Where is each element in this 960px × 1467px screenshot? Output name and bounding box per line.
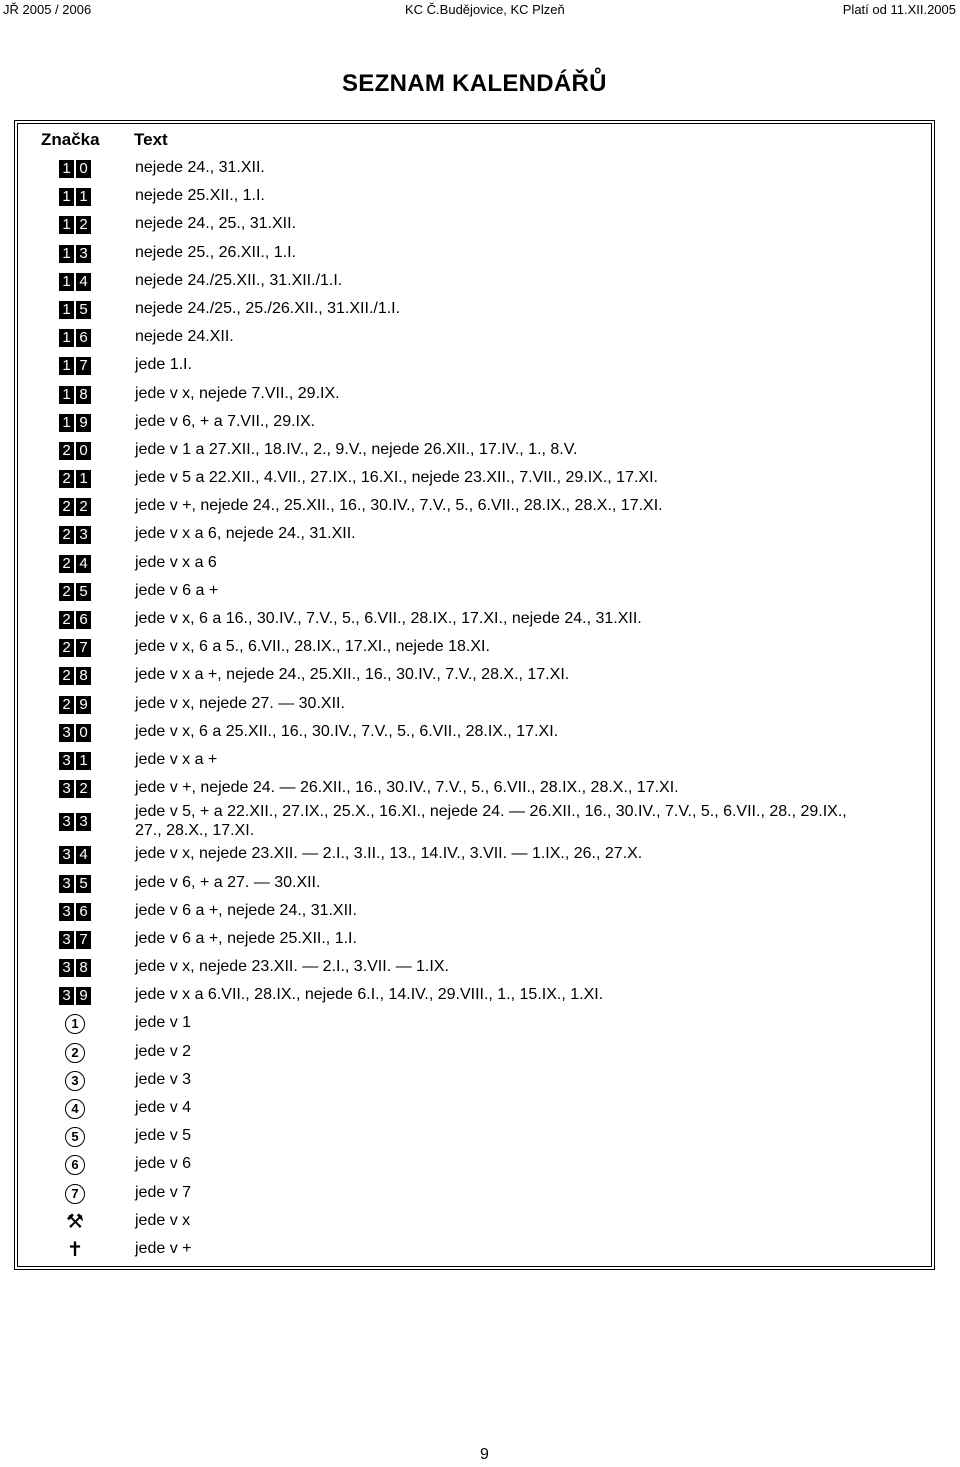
calendar-mark (57, 469, 93, 489)
cross-icon: ✝ (66, 1238, 84, 1261)
calendar-mark (57, 385, 93, 405)
calendar-mark (57, 666, 93, 686)
mark-badge-icon: 3 6 (59, 903, 91, 921)
table-row (20, 1180, 925, 1208)
table-row (20, 926, 925, 954)
calendar-mark (57, 272, 93, 292)
calendar-mark (57, 874, 93, 894)
table-row (20, 183, 925, 211)
mark-badge-icon: 3 9 (59, 987, 91, 1005)
row-text: jede v 5 a 22.XII., 4.VII., 27.IX., 16.XI., nejede 23.XII., 7.VII., 29.IX., 17.XI. (135, 469, 658, 487)
table-row (20, 634, 925, 662)
calendar-mark (57, 1155, 93, 1175)
row-text: jede 1.I. (135, 356, 192, 374)
row-text: jede v x a +, nejede 24., 25.XII., 16., 30.IV., 7.V., 28.X., 17.XI. (135, 666, 570, 684)
mark-badge-icon: 1 3 (59, 245, 91, 263)
mark-badge-icon: 1 6 (59, 329, 91, 347)
mark-badge-icon: 3 7 (59, 931, 91, 949)
row-text: jede v 4 (135, 1099, 192, 1116)
calendar-mark (57, 1184, 93, 1204)
calendar-mark (57, 356, 93, 376)
table-row (20, 211, 925, 239)
row-text: nejede 24., 31.XII. (135, 159, 265, 176)
mark-badge-icon: 3 5 (59, 875, 91, 893)
column-header-text: Text (134, 130, 168, 149)
calendar-mark (57, 244, 93, 264)
calendar-mark (57, 300, 93, 320)
table-row (20, 1067, 925, 1095)
calendar-mark (57, 610, 93, 630)
calendar-mark (57, 779, 93, 799)
row-text: jede v 6, + a 7.VII., 29.IX. (135, 412, 316, 430)
calendar-table-body (20, 155, 925, 1264)
row-text: jede v 5, + a 22.XII., 27.IX., 25.X., 16.XI., nejede 24. — 26.XII., 16., 30.IV., 7.V., 5., 6.VII., 28., 29.IX., 27., 28.X., 17.XI. (135, 803, 847, 840)
calendar-mark (57, 413, 93, 433)
hammers-icon: ⚒ (66, 1210, 84, 1233)
table-row (20, 719, 925, 747)
calendar-mark (57, 902, 93, 922)
table-row (20, 155, 925, 183)
table-row (20, 662, 925, 690)
table-row (20, 1039, 925, 1067)
table-row (20, 521, 925, 549)
row-text: jede v x a 6, nejede 24., 31.XII. (135, 525, 356, 543)
calendar-mark (57, 930, 93, 950)
table-row (20, 870, 925, 898)
mark-badge-icon: 2 9 (59, 696, 91, 714)
circled-number-icon: 7 (65, 1184, 85, 1204)
row-text: jede v x (135, 1211, 191, 1229)
circled-number-icon: 4 (65, 1099, 85, 1119)
mark-badge-icon: 3 2 (59, 780, 91, 798)
mark-badge-icon: 1 0 (59, 160, 91, 178)
calendar-mark (57, 497, 93, 517)
circled-number-icon: 6 (65, 1155, 85, 1175)
mark-badge-icon: 1 9 (59, 414, 91, 432)
row-text: jede v 6 a +, nejede 25.XII., 1.I. (135, 929, 357, 947)
mark-badge-icon: 2 3 (59, 526, 91, 544)
row-text: jede v 5 (135, 1127, 192, 1145)
mark-badge-icon: 1 8 (59, 386, 91, 404)
row-text: jede v 6, + a 27. — 30.XII. (135, 873, 321, 891)
table-row (20, 324, 925, 352)
mark-badge-icon: 2 6 (59, 611, 91, 629)
calendar-mark (57, 215, 93, 235)
table-row (20, 1123, 925, 1151)
page-header (0, 0, 960, 20)
calendar-mark (57, 187, 93, 207)
table-row (20, 954, 925, 982)
calendar-mark (57, 845, 93, 865)
row-text: jede v x a + (135, 750, 218, 768)
row-text: jede v 1 a 27.XII., 18.IV., 2., 9.V., nejede 26.XII., 17.IV., 1., 8.V. (135, 440, 578, 458)
mark-badge-icon: 3 3 (59, 813, 91, 831)
table-row (20, 747, 925, 775)
mark-badge-icon: 2 0 (59, 442, 91, 460)
calendar-mark (57, 958, 93, 978)
calendar-mark (57, 695, 93, 715)
page-title: SEZNAM KALENDÁŘŮ (342, 70, 607, 97)
calendar-mark (57, 525, 93, 545)
row-text: jede v 6 (135, 1155, 192, 1173)
calendar-mark (57, 1071, 93, 1091)
mark-badge-icon: 2 1 (59, 470, 91, 488)
row-text: jede v x, 6 a 5., 6.VII., 28.IX., 17.XI., nejede 18.XI. (135, 638, 490, 656)
table-row (20, 296, 925, 324)
calendar-mark (57, 1043, 93, 1063)
table-row (20, 465, 925, 493)
row-text: jede v x, nejede 7.VII., 29.IX. (135, 384, 340, 402)
table-row (20, 898, 925, 926)
table-row (20, 982, 925, 1010)
table-row (20, 1208, 925, 1236)
calendar-mark (57, 751, 93, 771)
mark-badge-icon: 1 1 (59, 188, 91, 206)
row-text: nejede 25., 26.XII., 1.I. (135, 243, 296, 261)
row-text: jede v x, nejede 27. — 30.XII. (135, 694, 345, 712)
mark-badge-icon: 2 7 (59, 639, 91, 657)
row-text: jede v x, nejede 23.XII. — 2.I., 3.II., 13., 14.IV., 3.VII. — 1.IX., 26., 27.X. (135, 845, 643, 863)
calendar-mark (57, 159, 93, 179)
header-center: KC Č.Budějovice, KC Plzeň (405, 2, 565, 17)
table-row (20, 1151, 925, 1179)
circled-number-icon: 3 (65, 1071, 85, 1091)
mark-badge-icon: 2 4 (59, 555, 91, 573)
page-number: 9 (480, 1446, 489, 1463)
table-row (20, 240, 925, 268)
mark-badge-icon: 2 5 (59, 583, 91, 601)
table-row (20, 409, 925, 437)
row-text: jede v x a 6.VII., 28.IX., nejede 6.I., 14.IV., 29.VIII., 1., 15.IX., 1.XI. (135, 986, 604, 1004)
row-text: nejede 24./25., 25./26.XII., 31.XII./1.I. (135, 299, 401, 317)
mark-badge-icon: 3 0 (59, 724, 91, 742)
row-text: nejede 25.XII., 1.I. (135, 187, 265, 205)
table-row (20, 381, 925, 409)
row-text: jede v x, 6 a 25.XII., 16., 30.IV., 7.V., 5., 6.VII., 28.IX., 17.XI. (135, 722, 559, 740)
calendar-mark (57, 1014, 93, 1034)
row-text: jede v 6 a +, nejede 24., 31.XII. (135, 901, 357, 919)
header-right: Platí od 11.XII.2005 (842, 2, 956, 17)
calendar-mark (57, 554, 93, 574)
row-text: jede v + (135, 1239, 192, 1257)
table-row (20, 268, 925, 296)
row-text: jede v x, 6 a 16., 30.IV., 7.V., 5., 6.VII., 28.IX., 17.XI., nejede 24., 31.XII. (135, 610, 642, 627)
mark-badge-icon: 1 2 (59, 216, 91, 234)
row-text: jede v 7 (135, 1183, 192, 1201)
table-row (20, 493, 925, 521)
mark-badge-icon: 1 7 (59, 357, 91, 375)
row-text: jede v 1 (135, 1014, 192, 1032)
row-text: jede v x a 6 (135, 553, 217, 571)
mark-badge-icon: 3 1 (59, 752, 91, 770)
table-row (20, 691, 925, 719)
table-row (20, 1236, 925, 1264)
row-text: nejede 24./25.XII., 31.XII./1.I. (135, 271, 343, 289)
calendar-mark (57, 986, 93, 1006)
row-text: jede v +, nejede 24. — 26.XII., 16., 30.IV., 7.V., 5., 6.VII., 28.IX., 28.X., 17.XI. (135, 779, 679, 797)
mark-badge-icon: 3 8 (59, 959, 91, 977)
row-text: jede v 2 (135, 1042, 192, 1060)
row-text: nejede 24., 25., 31.XII. (135, 215, 297, 233)
circled-number-icon: 5 (65, 1127, 85, 1147)
table-row (20, 841, 925, 869)
row-text: jede v 6 a + (135, 581, 219, 599)
circled-number-icon: 1 (65, 1014, 85, 1034)
calendar-mark (57, 1212, 93, 1232)
calendar-mark (57, 1127, 93, 1147)
table-row (20, 803, 925, 841)
table-row (20, 352, 925, 380)
calendar-mark (57, 812, 93, 832)
mark-badge-icon: 3 4 (59, 846, 91, 864)
calendar-mark (57, 582, 93, 602)
calendar-mark (57, 441, 93, 461)
row-text: nejede 24.XII. (135, 328, 234, 346)
table-row (20, 1095, 925, 1123)
header-left: JŘ 2005 / 2006 (3, 2, 92, 17)
mark-badge-icon: 2 8 (59, 667, 91, 685)
table-row (20, 775, 925, 803)
circled-number-icon: 2 (65, 1043, 85, 1063)
table-row (20, 578, 925, 606)
column-header-mark: Značka (41, 130, 100, 149)
mark-badge-icon: 1 4 (59, 273, 91, 291)
calendar-mark (57, 723, 93, 743)
table-row (20, 437, 925, 465)
table-row (20, 606, 925, 634)
mark-badge-icon: 1 5 (59, 301, 91, 319)
table-row (20, 550, 925, 578)
row-text: jede v +, nejede 24., 25.XII., 16., 30.IV., 7.V., 5., 6.VII., 28.IX., 28.X., 17.XI. (135, 497, 663, 515)
row-text: jede v x, nejede 23.XII. — 2.I., 3.VII. — 1.IX. (135, 958, 449, 976)
calendar-mark (57, 328, 93, 348)
calendar-mark (57, 638, 93, 658)
row-text: jede v 3 (135, 1070, 192, 1088)
mark-badge-icon: 2 2 (59, 498, 91, 516)
calendar-mark (57, 1099, 93, 1119)
calendar-mark (57, 1240, 93, 1260)
table-row (20, 1010, 925, 1038)
